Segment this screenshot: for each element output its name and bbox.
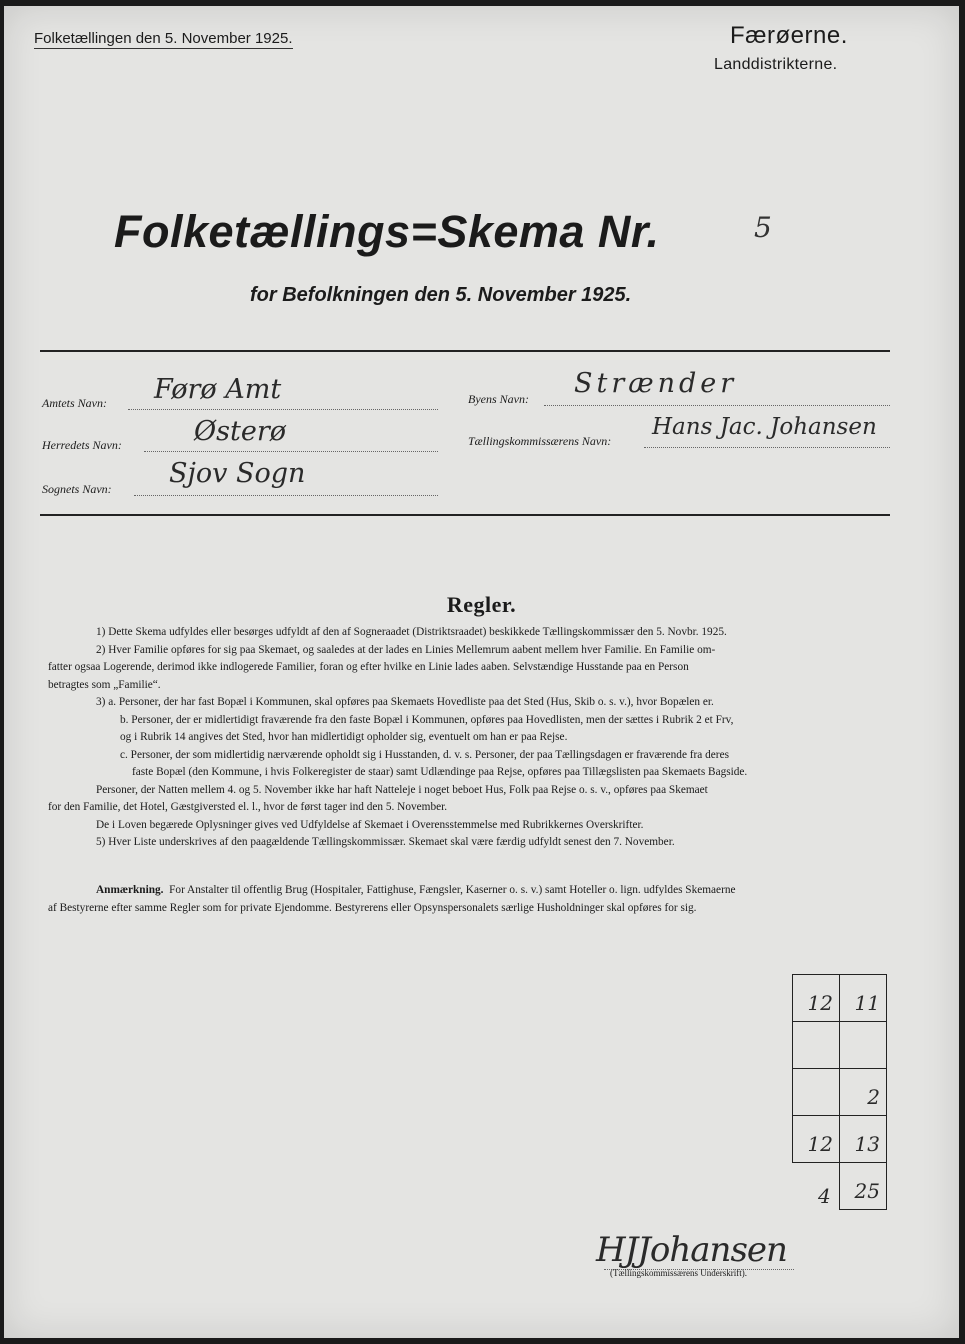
rule-line: De i Loven begærede Oplysninger gives ved Udfyldelse af Skemaet i Overensstemmelse med Rubrikkernes Overskrifter. [96,818,644,831]
by-line [544,404,890,406]
rule-line: c. Personer, der som midlertidig nærværende opholdt sig i Husstanden, d. v. s. Personer, der paa Tællingsdagen er fraværende fra deres [120,748,729,761]
by-value: Strænder [574,368,738,399]
tally-cell [840,1022,887,1069]
signature-handwritten: HJJohansen [596,1230,787,1270]
census-form-page [4,6,959,1338]
header-region-title: Færøerne. [730,22,848,49]
rule-line: 5) Hver Liste underskrives af den paagældende Tællingskommissær. Skemaet skal være færdig udfyldt senest den 7. November. [96,836,675,848]
rule-line: 2) Hver Familie opføres for sig paa Skemaet, og saaledes at der lades en Linies Mellemrum aabent mellem hver Familie. En Familie om- [96,643,716,656]
rule-line: b. Personer, der er midlertidigt fraværende fra den faste Bopæl i Kommunen, opføres paa Hovedlisten, men der sættes i Rubrik 2 et Frv, [120,713,734,726]
annotation-note [48,882,908,917]
tally-grid [792,974,887,1210]
annotation-line-1: For Anstalter til offentlig Brug (Hospitaler, Fattighuse, Fængsler, Kaserner o. s. v.) samt Hoteller o. lign. udfyldes Skemaerne [169,884,736,896]
tally-cell [793,1022,840,1069]
amt-line [128,408,438,410]
rule-line: 1) Dette Skema udfyldes eller besørges udfyldt af den af Sogneraadet (Distriktsraadet) beskikkede Tællingskommissær den 5. Novbr. 1925. [96,626,727,638]
annotation-line-2: af Bestyrerne efter samme Regler som for private Ejendomme. Bestyrerens eller Opsynspersonalets særlige Husholdninger skal opføres for sig. [48,901,697,914]
rule-line: for den Familie, det Hotel, Gæstgiversted el. l., hvor de først tager ind den 5. November. [48,801,448,813]
tally-cell: 12 [793,975,840,1022]
tally-cell: 2 [840,1069,887,1116]
kommissaer-line [644,446,890,448]
tally-cell: 11 [840,975,887,1022]
rule-line: betragtes som „Familie“. [48,678,161,691]
tally-cell [793,1069,840,1116]
amt-value: Førø Amt [154,374,282,405]
sogn-value: Sjov Sogn [169,458,306,489]
sogn-line [134,494,438,496]
signature-caption: (Tællingskommissærens Underskrift). [610,1268,747,1278]
sogn-label: Sognets Navn: [42,482,112,496]
kommissaer-value: Hans Jac. Johansen [652,414,877,440]
annotation-label: Anmærkning. [96,884,164,896]
rule-line: og i Rubrik 14 angives det Sted, hvor han midlertidigt opholder sig, eventuelt om han er paa Rejse. [120,731,568,743]
by-label: Byens Navn: [468,392,529,406]
rule-line: fatter ogsaa Logerende, derimod ikke indlogerede Familier, foran og efter hvilke en Linie lades aaben. Selvstændige Husstande paa en Person [48,661,689,673]
tally-cell: 12 [793,1116,840,1163]
form-subtitle: for Befolkningen den 5. November 1925. [250,284,632,306]
form-title: Folketællings=Skema Nr. [114,206,660,257]
form-number-handwritten: 5 [754,211,772,244]
herred-value: Østerø [194,416,286,447]
rule-line: faste Bopæl (den Kommune, i hvis Folkeregister de staar) samt Udlændinge paa Rejse, opføres paa Tillægslisten paa Skemaets Bagside. [132,766,748,778]
herred-line [144,450,438,452]
tally-cell [793,1163,840,1210]
rules-text [48,624,903,852]
rule-line: 3) a. Personer, der har fast Bopæl i Kommunen, skal opføres paa Skemaets Hovedliste paa det Sted (Hus, Skib o. s. v.), hvor Bopælen er. [96,696,714,708]
tally-cell: 25 [840,1163,887,1210]
kommissaer-label: Tællingskommissærens Navn: [468,434,612,448]
tally-extra-value: 4 [818,1184,831,1208]
header-region-subtitle: Landdistrikterne. [714,56,838,73]
rules-heading: Regler. [446,592,517,617]
rule-line: Personer, der Natten mellem 4. og 5. November ikke har haft Natteleje i noget beboet Hus, Folk paa Rejse o. s. v., opføres paa Skemaet [96,783,708,796]
header-census-date: Folketællingen den 5. November 1925. [34,30,293,47]
top-divider [40,350,890,352]
amt-label: Amtets Navn: [42,396,107,410]
bottom-divider [40,514,890,516]
herred-label: Herredets Navn: [42,438,122,452]
tally-cell: 13 [840,1116,887,1163]
